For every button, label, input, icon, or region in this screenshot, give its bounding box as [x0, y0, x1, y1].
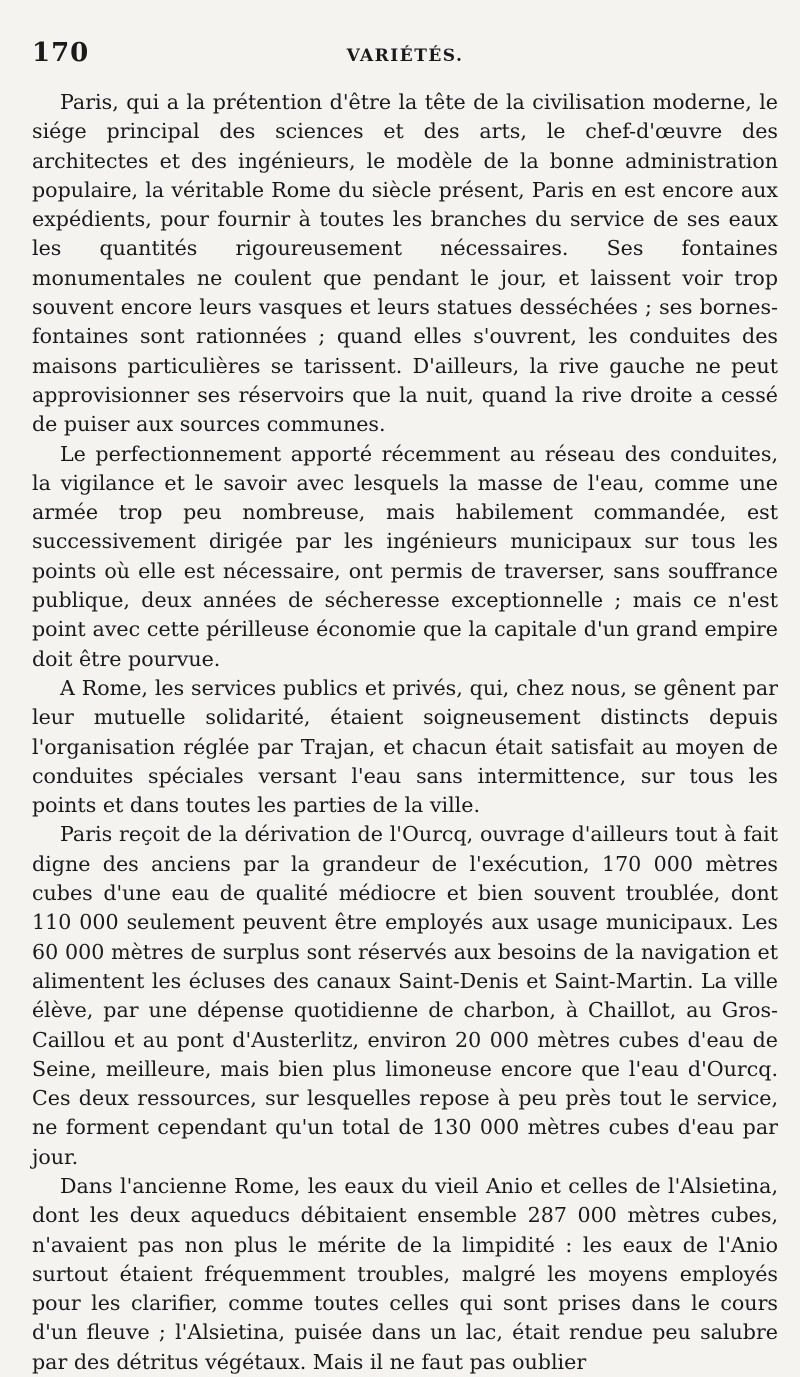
paragraph-3: A Rome, les services publics et privés, qui, chez nous, se gênent par leur mutuelle solidarité, étaient soigneusement distincts depuis l'organisation réglée par Trajan, et chacun était satisfait au moyen de conduites spéciales versant l'eau sans intermittence, sur tous les points et dans toutes les parties de la ville.: [32, 675, 778, 818]
page-number: 170: [32, 38, 90, 68]
running-head: VARIÉTÉS.: [346, 46, 464, 66]
paragraph-1: Paris, qui a la prétention d'être la tête de la civilisation moderne, le siége principal des sciences et des arts, le chef-d'œuvre des architectes et des ingénieurs, le modèle de la bonne administration populaire, la véritable Rome du siècle présent, Paris en est encore aux expédients, pour fournir à toutes les branches du service de ses eaux les quantités rigoureusement nécessaires. Ses fontaines monumentales ne coulent que pendant le jour, et laissent voir trop souvent encore leurs vasques et leurs statues desséchées ; ses bornes-fontaines sont rationnées ; quand elles s'ouvrent, les conduites des maisons particulières se tarissent. D'ailleurs, la rive gauche ne peut approvisionner ses réservoirs que la nuit, quand la rive droite a cessé de puiser aux sources communes.: [32, 90, 778, 437]
paragraph-2: Le perfectionnement apporté récemment au réseau des conduites, la vigilance et le savoir avec lesquels la masse de l'eau, comme une armée trop peu nombreuse, mais habilement commandée, est successivement dirigée par les ingénieurs municipaux sur tous les points où elle est nécessaire, ont permis de traverser, sans souffrance publique, deux années de sécheresse exceptionnelle ; mais ce n'est point avec cette périlleuse économie que la capitale d'un grand empire doit être pourvue.: [32, 441, 778, 671]
paragraph-4: Paris reçoit de la dérivation de l'Ourcq, ouvrage d'ailleurs tout à fait digne des anciens par la grandeur de l'exécution, 170 000 mètres cubes d'une eau de qualité médiocre et bien souvent troublée, dont 110 000 seulement peuvent être employés aux usage municipaux. Les 60 000 mètres de surplus sont réservés aux besoins de la navigation et alimentent les écluses des canaux Saint-Denis et Saint-Martin. La ville élève, par une dépense quotidienne de charbon, à Chaillot, au Gros-Caillou et au pont d'Austerlitz, environ 20 000 mètres cubes d'eau de Seine, meilleure, mais bien plus limoneuse encore que l'eau d'Ourcq. Ces deux ressources, sur lesquelles repose à peu près tout le service, ne forment cependant qu'un total de 130 000 mètres cubes d'eau par jour.: [32, 822, 778, 1169]
page-header: [32, 38, 778, 78]
paragraph-5: Dans l'ancienne Rome, les eaux du vieil Anio et celles de l'Alsietina, dont les deux aqueducs débitaient ensemble 287 000 mètres cubes, n'avaient pas non plus le mérite de la limpidité : les eaux de l'Anio surtout étaient fréquemment troubles, malgré les moyens employés pour les clarifier, comme toutes celles qui sont prises dans le cours d'un fleuve ; l'Alsietina, puisée dans un lac, était rendue peu salubre par des détritus végétaux. Mais il ne faut pas oublier: [32, 1173, 778, 1374]
body-text: [32, 88, 778, 1377]
